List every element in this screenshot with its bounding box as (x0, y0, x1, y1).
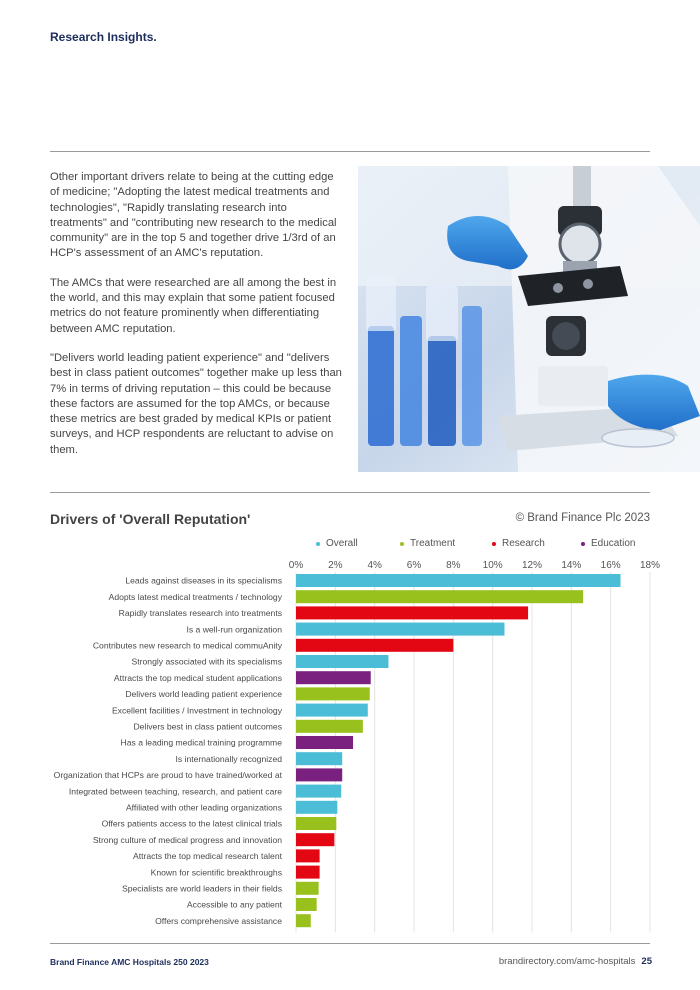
bar (296, 736, 353, 749)
legend-dot-overall (316, 542, 320, 546)
category-label: Excellent facilities / Investment in technology (111, 705, 282, 716)
legend-item-education (581, 538, 635, 549)
body-text (50, 170, 345, 472)
category-label: Attracts the top medical student applications (113, 672, 282, 683)
section-title: Research Insights. (50, 30, 157, 44)
bar (296, 866, 320, 879)
bottom-divider (50, 943, 650, 944)
legend-dot-treatment (400, 542, 404, 546)
category-label: Has a leading medical training programme (120, 737, 282, 748)
bar (296, 687, 370, 700)
x-tick-label: 8% (446, 560, 461, 571)
category-label: Organization that HCPs are proud to have trained/worked at (53, 770, 282, 781)
bar (296, 801, 337, 814)
footer-url[interactable]: brandirectory.com/amc-hospitals (498, 956, 636, 967)
bar (296, 817, 336, 830)
x-tick-label: 16% (600, 560, 621, 571)
bar (296, 752, 342, 765)
bar (296, 833, 334, 846)
bar (296, 704, 368, 717)
middle-divider (50, 492, 650, 493)
legend-dot-education (581, 542, 585, 546)
category-label: Specialists are world leaders in their fields (121, 883, 282, 894)
bar (296, 639, 453, 652)
x-tick-label: 6% (406, 560, 422, 571)
x-tick-label: 2% (328, 560, 343, 571)
legend-label-research: Research (502, 538, 545, 549)
paragraph-1: Other important drivers relate to being at the cutting edge of medicine; "Adopting the latest medical treatments and technologies", "Rapidly translating research into treatments" and "contributing new research to the medical community" are in the top 5 and together drive 1/3rd of an HCP's assessment of an AMC's reputation. (50, 171, 337, 260)
chart-legend (0, 538, 700, 554)
bar (296, 671, 371, 684)
copyright-text: © Brand Finance Plc 2023 (515, 512, 650, 524)
category-label: Is a well-run organization (186, 624, 282, 635)
legend-label-treatment: Treatment (410, 538, 456, 549)
category-label: Strong culture of medical progress and innovation (92, 834, 282, 845)
category-label: Accessible to any patient (186, 899, 282, 910)
category-label: Offers comprehensive assistance (155, 915, 282, 926)
category-label: Integrated between teaching, research, and patient care (68, 786, 282, 797)
category-label: Rapidly translates research into treatments (118, 608, 282, 619)
x-tick-label: 10% (482, 560, 503, 571)
bar (296, 606, 528, 619)
bar (296, 785, 341, 798)
bar (296, 882, 319, 895)
footer-publication: Brand Finance AMC Hospitals 250 2023 (50, 957, 209, 967)
x-tick-label: 0% (288, 560, 304, 571)
category-label: Attracts the top medical research talent (132, 851, 282, 862)
x-tick-label: 18% (639, 560, 661, 571)
bar (296, 574, 621, 587)
category-label: Adopts latest medical treatments / technology (108, 591, 282, 602)
legend-dot-research (492, 542, 496, 546)
legend-item-overall (316, 538, 358, 549)
category-label: Delivers world leading patient experience (125, 689, 282, 700)
bar (296, 849, 320, 862)
chart-title: Drivers of 'Overall Reputation' (50, 511, 251, 527)
bar (296, 720, 363, 733)
bar (296, 655, 388, 668)
paragraph-2: The AMCs that were researched are all among the best in the world, and this may explain that some patient focused metrics do not feature prominently when differentiating between AMC reputation. (50, 276, 337, 335)
legend-item-research (492, 538, 545, 549)
bar (296, 590, 583, 603)
top-divider (50, 151, 650, 152)
category-label: Delivers best in class patient outcomes (133, 721, 282, 732)
footer-right (499, 956, 652, 967)
page-number: 25 (641, 956, 652, 967)
paragraph-3: "Delivers world leading patient experience" and "delivers best in class patient outcomes" together make up less than 7% in terms of driving reputation – this could be because these factors are assumed for the top AMCs, or because these metrics are best graded by medical KPIs or patient surveys, and HCP respondents are reluctant to advise on them. (50, 351, 342, 456)
bar (296, 914, 311, 927)
lab-microscope-photo (358, 166, 700, 472)
category-label: Known for scientific breakthroughs (150, 867, 282, 878)
legend-label-education: Education (591, 538, 636, 549)
legend-label-overall: Overall (326, 538, 358, 549)
x-tick-label: 14% (561, 560, 582, 571)
category-label: Contributes new research to medical commuAnity (92, 640, 282, 651)
category-label: Leads against diseases in its specialisms (125, 575, 282, 586)
bar (296, 623, 504, 636)
category-label: Is internationally recognized (175, 753, 282, 764)
x-tick-label: 4% (367, 560, 382, 571)
bar (296, 768, 342, 781)
bar (296, 898, 317, 911)
category-label: Affiliated with other leading organizations (125, 802, 282, 813)
category-label: Offers patients access to the latest clinical trials (101, 818, 282, 829)
category-label: Strongly associated with its specialisms (131, 656, 282, 667)
drivers-bar-chart (0, 555, 700, 935)
legend-item-treatment (400, 538, 455, 549)
x-tick-label: 12% (521, 560, 543, 571)
